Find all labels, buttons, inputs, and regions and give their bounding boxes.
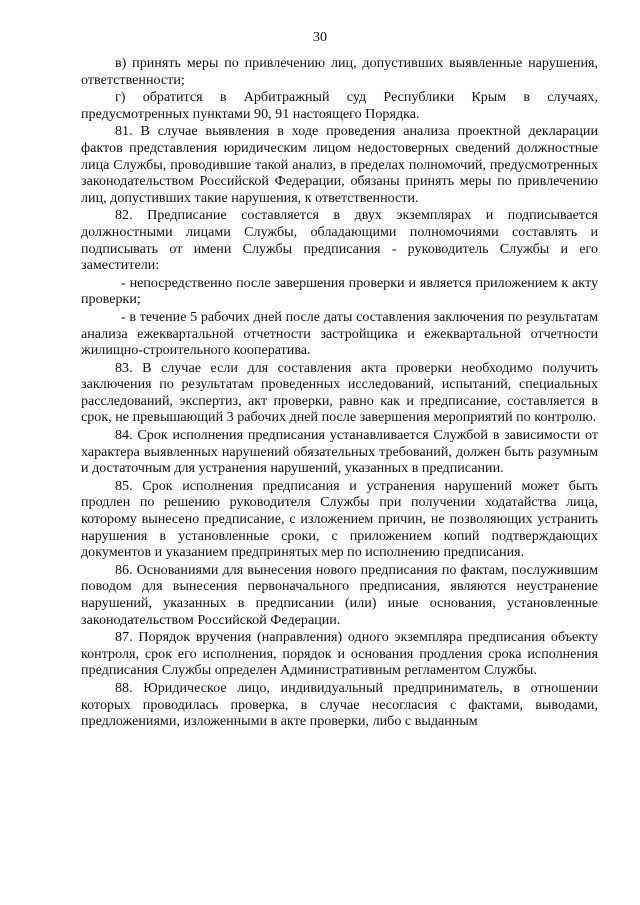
paragraph-83: 83. В случае если для составления акта проверки необходимо получить заключения по результатам проведенных исследований, испытаний, специальных расследований, экспертиз, акт проверки, равно как и предписание, составляется в срок, не превышающий 3 рабочих дней после завершения мероприятий по контролю. — [81, 359, 598, 426]
paragraph-item-v: в) принять меры по привлечению лиц, допустивших выявленные нарушения, ответственности; — [81, 55, 598, 88]
paragraph-81: 81. В случае выявления в ходе проведения анализа проектной декларации фактов представления юридическим лицом недостоверных сведений должностные лица Службы, проводившие такой анализ, в пределах полномочий, предусмотренных законодательством Российской Федерации, обязаны принять меры по привлечению лиц, допустивших такие нарушения, к ответственности. — [81, 123, 598, 206]
paragraph-88: 88. Юридическое лицо, индивидуальный предприниматель, в отношении которых проводилась проверка, в случае несогласия с фактами, выводами, предложениями, изложенными в акте проверки, либо с выданным — [81, 679, 598, 730]
paragraph-84: 84. Срок исполнения предписания устанавливается Службой в зависимости от характера выявленных нарушений обязательных требований, должен быть разумным и достаточным для устранения нарушений, указанных в предписании. — [81, 427, 598, 477]
paragraph-87: 87. Порядок вручения (направления) одного экземпляра предписания объекту контроля, срок его исполнения, порядок и основания продления срока исполнения предписания Службы определен Административным регламентом Службы. — [81, 629, 598, 679]
paragraph-86: 86. Основаниями для вынесения нового предписания по фактам, послужившим поводом для вынесения первоначального предписания, являются неустранение нарушений, указанных в предписании (или) иные основания, установленные законодательством Российской Федерации. — [81, 561, 598, 628]
paragraph-85: 85. Срок исполнения предписания и устранения нарушений может быть продлен по решению руководителя Службы при получении ходатайства лица, которому вынесено предписание, с изложением причин, не позволяющих устранить нарушения в установленные сроки, с приложением копий подтверждающих документов и указанием предпринятых мер по исполнению предписания. — [81, 477, 598, 561]
paragraph-82-dash-2: - в течение 5 рабочих дней после даты составления заключения по результатам анализа ежеквартальной отчетности застройщика и ежеквартальной отчетности жилищно-строительного кооператива. — [81, 308, 598, 359]
paragraph-item-g: г) обратится в Арбитражный суд Республики Крым в случаях, предусмотренных пунктами 90, 91 настоящего Порядка. — [81, 89, 598, 122]
page-number: 30 — [313, 30, 327, 45]
document-body — [81, 55, 598, 731]
paragraph-82: 82. Предписание составляется в двух экземплярах и подписывается должностными лицами Службы, обладающими полномочиями составлять и подписывать от имени Службы предписания - руководитель Службы и его заместители: — [81, 207, 598, 274]
paragraph-82-dash-1: - непосредственно после завершения проверки и является приложением к акту проверки; — [81, 274, 598, 308]
